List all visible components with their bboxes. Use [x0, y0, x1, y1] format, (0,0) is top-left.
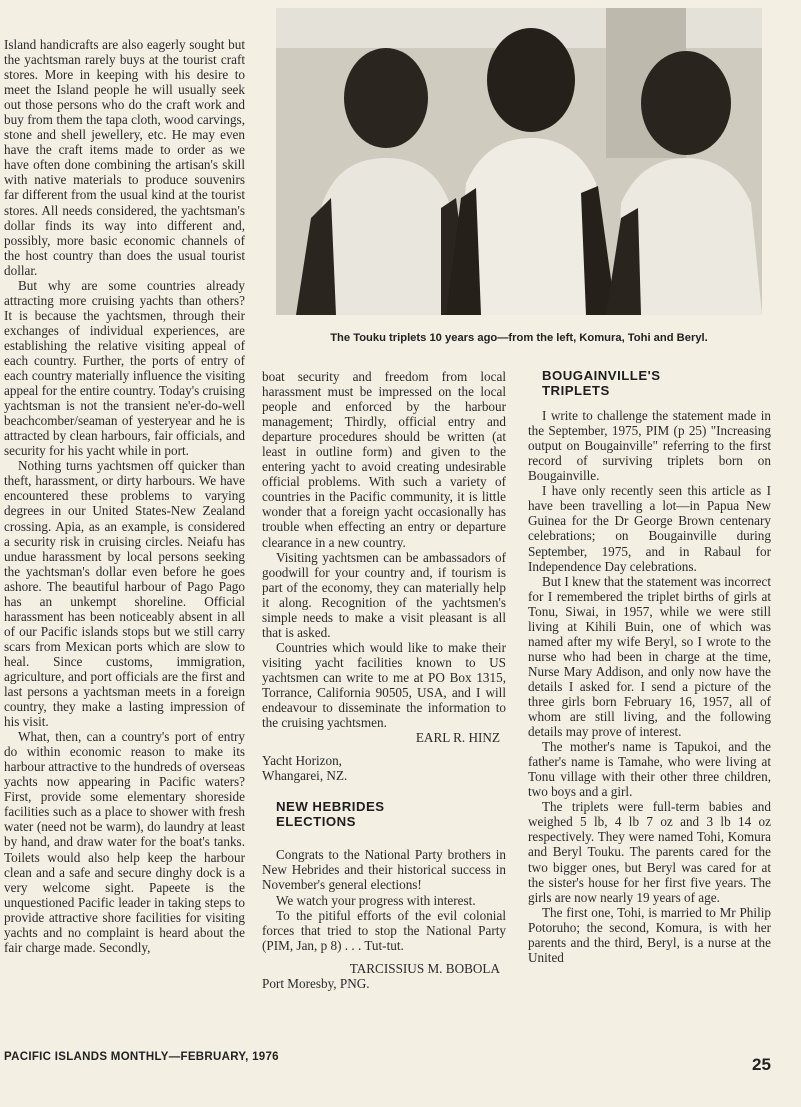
- letter-signature: EARL R. HINZ: [415, 730, 500, 746]
- triplets-photo: [276, 8, 762, 315]
- paragraph: Visiting yachtsmen can be ambassadors of goodwill for your country and, if tourism is part of the economy, they can materially help it along. Recognition of the yachtsmen's simple needs to make a visit pleasant is all that is asked.: [262, 549, 506, 640]
- page-number: 25: [752, 1055, 771, 1074]
- triplets-photo-graphic: [276, 8, 762, 315]
- paragraph: The first one, Tohi, is married to Mr Philip Potoruho; the second, Komura, is with her parents and the third, Beryl, is a nurse at the United: [528, 904, 771, 965]
- paragraph: Congrats to the National Party brothers in New Hebrides and their historical success in November's general elections!: [262, 847, 506, 893]
- column-middle: [262, 369, 506, 991]
- paragraph: To the pitiful efforts of the evil colonial forces that tried to stop the National Party (PIM, Jan, p 8) . . . Tut-tut.: [262, 907, 506, 953]
- paragraph: Nothing turns yachtsmen off quicker than theft, harassment, or dirty harbours. We have encountered these problems to varying degrees in our United States-New Zealand crossing. Apia, as an example, is considered a security risk in cruising circles. Neiafu has undue harassment by local persons seeking the yachtsman's dollar even before he goes ashore. The beautiful harbour of Pago Pago has an unkempt shoreline. Official harassment has been noticeably absent in all of our Pacific islands stops but we still carry scars from Mexican ports which are slow to heal. Since customs, immigration, agriculture, and port officials are the first and last persons a yachtsman meets in a foreign country, they make a lasting impression of his visit.: [4, 458, 245, 730]
- headline-elections: ELECTIONS: [276, 814, 356, 830]
- letter-place: Port Moresby, PNG.: [262, 975, 370, 991]
- headline-new-hebrides: NEW HEBRIDES: [276, 799, 385, 815]
- letter-place-line: Yacht Horizon,: [262, 753, 342, 769]
- paragraph: We watch your progress with interest.: [276, 892, 476, 908]
- column-right: [528, 368, 771, 965]
- headline-triplets: TRIPLETS: [542, 383, 610, 399]
- paragraph: Island handicrafts are also eagerly sought but the yachtsman rarely buys at the tourist craft stores. More in keeping with his desire to meet the Island people he will usually seek out those persons who do the craft work and buy from them the tapa cloth, wood carvings, stone and shell jewellery, etc. He may even have the craft items made to order as we have often done combining the artisan's skill with native materials to produce souvenirs far different from the usual kind at the tourist stores. All needs considered, the yachtsman's dollar finds its way into different and, possibly, more basic economic channels of the host country than does the usual tourist dollar.: [4, 37, 245, 278]
- paragraph: I have only recently seen this article as I have been travelling a lot—in Papua New Guinea for the Dr George Brown centenary celebrations; on Bougainville during September, 1975, and in Rabaul for Independence Day celebrations.: [528, 483, 771, 574]
- paragraph: But why are some countries already attracting more cruising yachts than others? It is because the yachtsmen, through their exchanges of individual experiences, are establishing the relative visiting appeal of each country. Further, the ports of entry of each country materially influence the visiting appeal for the entire country. Today's cruising yachtsman is not the transient ne'er-do-well beachcomber/seaman of yesteryear and he is attracted by clean harbours, fair officials, and security for his yacht while in port.: [4, 277, 245, 459]
- paragraph: The mother's name is Tapukoi, and the father's name is Tamahe, who were living at Tonu village with their other three children, two boys and a girl.: [528, 739, 771, 800]
- publication-footer: PACIFIC ISLANDS MONTHLY—FEBRUARY, 1976: [4, 1051, 279, 1063]
- paragraph: The triplets were full-term babies and weighed 5 lb, 4 lb 7 oz and 3 lb 14 oz respectively. They were named Tohi, Komura and Beryl Touku. The parents cared for the two bigger ones, but Beryl was cared for at the sister's house for her first five years. The girls are now nearly 19 years of age.: [528, 799, 771, 905]
- column-left: [4, 37, 245, 955]
- paragraph: What, then, can a country's port of entry do within economic reason to make its harbour attractive to the hundreds of overseas yachts now appearing in Pacific waters? First, provide some elementary shoreside facilities such as a place to shower with fresh water (need not be warm), do laundry at least by hand, and draw water for the boat's tanks. Toilets would also help keep the harbour clean and a safe and secure dinghy dock is a very welcome sight. Papeete is the unquestioned Pacific leader in taking steps to provide attractive shore facilities for visiting yachts and no complaint is heard about the fair charge made. Secondly,: [4, 729, 245, 955]
- paragraph: boat security and freedom from local harassment must be impressed on the local people and enforced by the harbour management; Thirdly, official entry and departure procedures should be written (at least in outline form) and given to the entering yacht to avoid creating undesirable official problems. With such a variety of countries in the Pacific community, it is little wonder that a foreign yacht occasionally has trouble when effecting an entry or departure clearance in a new country.: [262, 369, 506, 550]
- photo-caption: The Touku triplets 10 years ago—from the left, Komura, Tohi and Beryl.: [330, 332, 708, 344]
- letter-place-line: Whangarei, NZ.: [262, 768, 348, 784]
- letter-signature: TARCISSIUS M. BOBOLA: [349, 960, 500, 976]
- paragraph: But I knew that the statement was incorrect for I remembered the triplet births of girls at Tonu, Siwai, in 1957, while we were still living at Kihili Buin, one of which was named after my wife Beryl, so I wrote to the nurse who had been in charge at the time, Nurse Mary Addison, and only now have the details I asked for. I send a picture of the three girls born February 16, 1957, all of whom are still living, and the following details may prove of interest.: [528, 573, 771, 740]
- headline-bougainvilles: BOUGAINVILLE'S: [542, 368, 661, 383]
- paragraph: I write to challenge the statement made in the September, 1975, PIM (p 25) "Increasing output on Bougainville" referring to the first record of surviving triplets born on Bougainville.: [528, 408, 771, 484]
- paragraph: Countries which would like to make their visiting yacht facilities known to US yachtsmen can write to me at PO Box 1315, Torrance, California 90505, USA, and I will endeavour to disseminate the information to the cruising yachtsmen.: [262, 639, 506, 731]
